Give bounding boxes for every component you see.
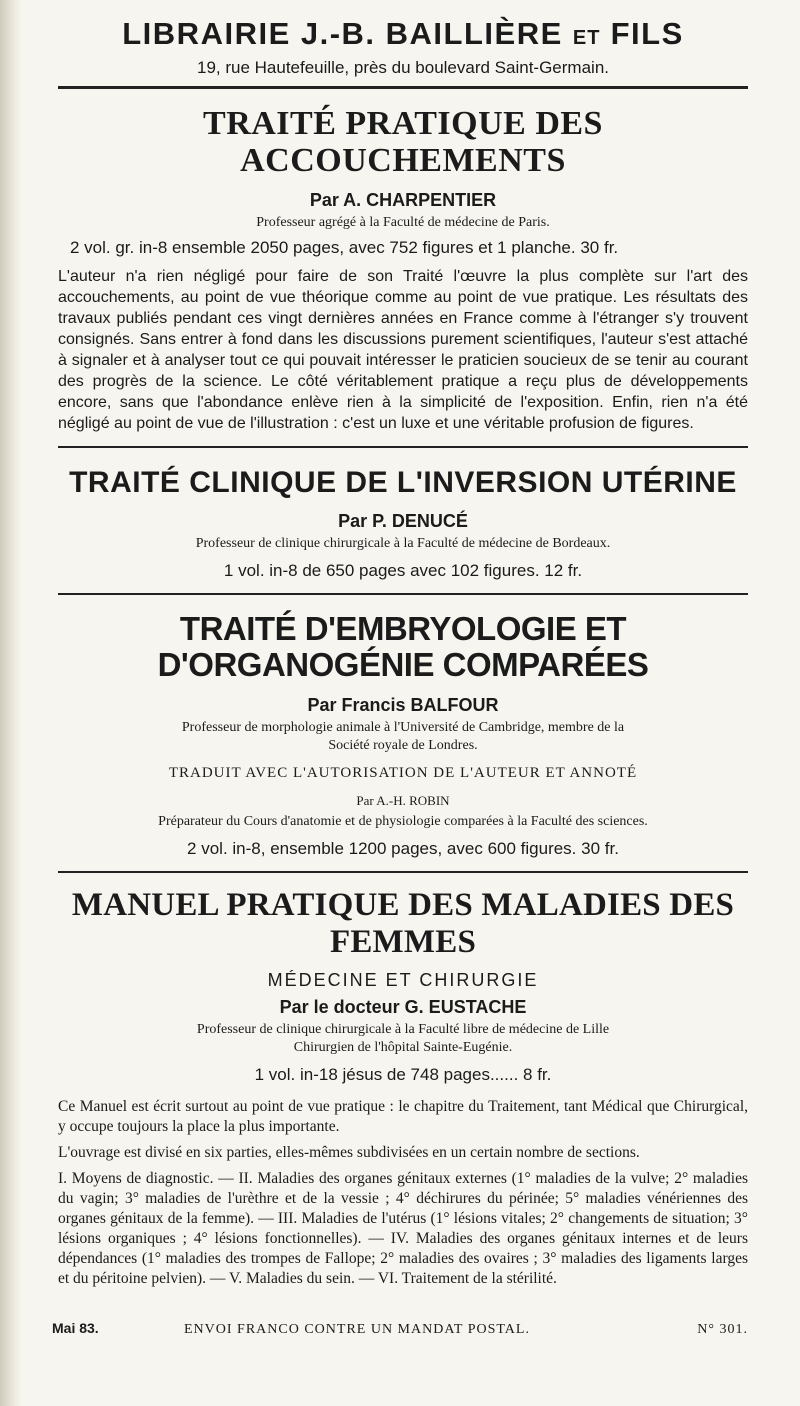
author-credit-line: Société royale de Londres. [328, 738, 478, 754]
footer-date: Mai 83. [52, 1320, 99, 1336]
book-paragraph: Ce Manuel est écrit surtout au point de vue pratique : le chapitre du Traitement, tant Médical que Chirurgical, y occupe toujours la place la plus importante. [58, 1097, 748, 1135]
book-title: TRAITÉ PRATIQUE DES ACCOUCHEMENTS [203, 105, 603, 180]
book-author: Par P. DENUCÉ [338, 510, 468, 531]
book-subtitle: MÉDECINE ET CHIRURGIE [267, 969, 539, 990]
publisher-fils: FILS [610, 16, 684, 51]
content [58, 16, 748, 1289]
publisher-header [58, 16, 748, 56]
author-credit [58, 1021, 748, 1057]
divider [58, 593, 748, 595]
author-credit-line: Professeur de clinique chirurgicale à la Faculté libre de médecine de Lille [196, 1021, 610, 1037]
book-spec: 2 vol. in-8, ensemble 1200 pages, avec 600 figures. 30 fr. [187, 839, 619, 859]
translator: Par A.-H. ROBIN [356, 793, 450, 809]
publisher-name: LIBRAIRIE J.-B. BAILLIÈRE [122, 16, 563, 51]
book-description: L'auteur n'a rien négligé pour faire de son Traité l'œuvre la plus complète sur l'art des accouchements, au point de vue théorique comme au point de vue pratique. Les résultats des travaux publiés pendant ces vingt dernières années en France comme à l'étranger s'y trouvent consignés. Sans entrer à fond dans les discussions purement scientifiques, l'auteur s'est attaché à signaler et à analyser tout ce qui pouvait intéresser le praticien soucieux de se tenir au courant des progrès de la science. Le côté véritablement pratique a reçu plus de développements encore, sans que l'abondance enlève rien à la simplicité de l'exposition. Enfin, rien n'a été négligé au point de vue de l'illustration : c'est un luxe et une véritable profusion de figures. [58, 267, 748, 432]
divider [58, 86, 748, 89]
divider [58, 871, 748, 873]
book-balfour [58, 611, 748, 860]
book-contents: I. Moyens de diagnostic. — II. Maladies des organes génitaux externes (1° maladies de la vulve; 2° maladies du vagin; 3° maladies de l'urèthre et de la vessie ; 4° déchirures du périnée; 5° maladies vénériennes des organes génitaux de la femme). — III. Maladies de l'utérus (1° lésions vitales; 2° changements de situation; 3° lésions organiques ; 4° lésions fonctionnelles). — IV. Maladies des organes génitaux internes et de leurs dépendances (1° maladies des trompes de Fallope; 2° maladies des ovaires ; 3° maladies des ligaments larges et du péritoine pelvien). — V. Maladies du sein. — VI. Traitement de la stérilité. [58, 1169, 748, 1287]
author-credit-line: Chirurgien de l'hôpital Sainte-Eugénie. [293, 1039, 513, 1055]
divider [58, 446, 748, 448]
footer-shipping-note: ENVOI FRANCO CONTRE UN MANDAT POSTAL. [184, 1322, 530, 1337]
publisher-address: 19, rue Hautefeuille, près du boulevard Saint-Germain. [196, 58, 609, 77]
author-credit-line: Professeur de morphologie animale à l'Université de Cambridge, membre de la [181, 720, 625, 736]
book-title: MANUEL PRATIQUE DES MALADIES DES FEMMES [71, 887, 735, 960]
book-charpentier [58, 105, 748, 434]
book-spec: 2 vol. gr. in-8 ensemble 2050 pages, avec 752 figures et 1 planche. 30 fr. [70, 237, 619, 257]
book-denuce [58, 466, 748, 581]
translation-note: TRADUIT AVEC L'AUTORISATION DE L'AUTEUR ET ANNOTÉ [168, 765, 638, 782]
book-title: TRAITÉ CLINIQUE DE L'INVERSION UTÉRINE [69, 465, 737, 499]
book-spec: 1 vol. in-8 de 650 pages avec 102 figures. 12 fr. [223, 560, 583, 580]
book-paragraph: L'ouvrage est divisé en six parties, elles-mêmes subdivisées en un certain nombre de sections. [58, 1143, 640, 1161]
author-credit: Professeur agrégé à la Faculté de médecine de Paris. [256, 214, 550, 230]
translator-credit: Préparateur du Cours d'anatomie et de physiologie comparées à la Faculté des sciences. [158, 814, 648, 830]
page-spine-shadow [0, 0, 22, 1406]
author-credit: Professeur de clinique chirurgicale à la Faculté de médecine de Bordeaux. [195, 535, 611, 551]
book-author: Par Francis BALFOUR [307, 695, 499, 716]
book-eustache [58, 887, 748, 1289]
book-spec: 1 vol. in-18 jésus de 748 pages...... 8 fr. [254, 1064, 552, 1084]
book-author: Par le docteur G. EUSTACHE [279, 996, 527, 1017]
footer-number: N° 301. [697, 1322, 748, 1337]
publisher-et: ET [572, 27, 601, 49]
book-author: Par A. CHARPENTIER [309, 189, 497, 210]
book-title: TRAITÉ D'EMBRYOLOGIE ET D'ORGANOGÉNIE COMPARÉES [157, 609, 649, 684]
author-credit [58, 719, 748, 755]
